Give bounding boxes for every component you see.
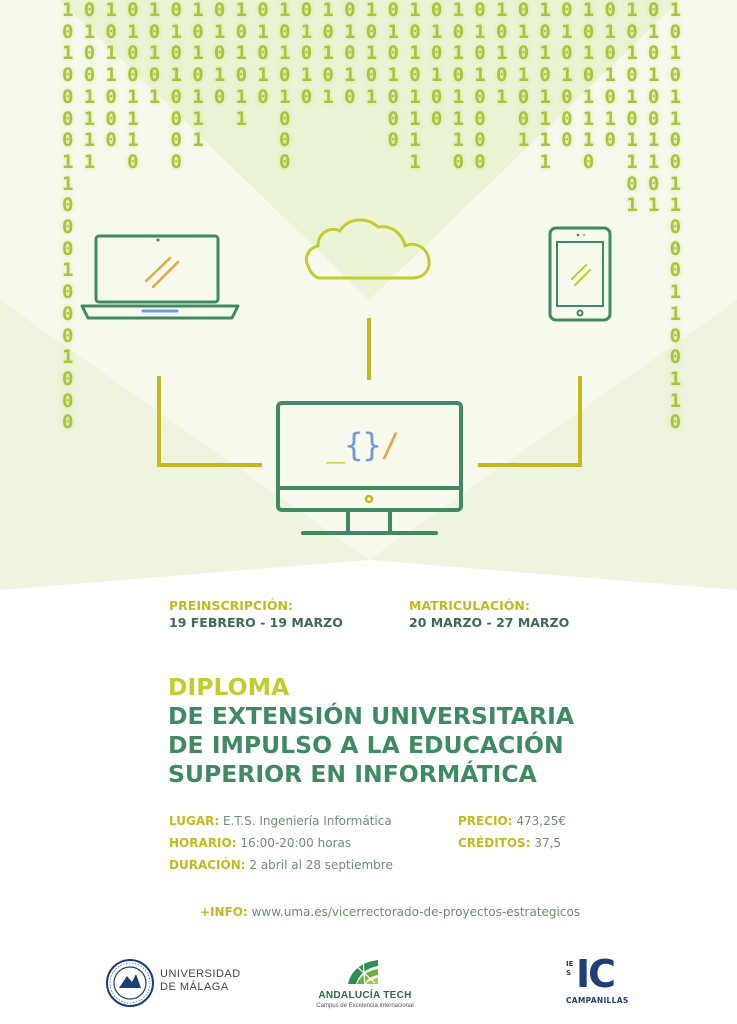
ies-letters: IC xyxy=(576,952,615,996)
preinscripcion-block xyxy=(169,597,343,631)
ies-name: CAMPANILLAS xyxy=(566,996,629,1005)
binary-column: 1 0 1 0 0 0 0 1 1 0 0 0 1 0 0 0 1 0 0 0 xyxy=(62,0,74,434)
binary-column: 1 0 1 0 1 1 0 0 1 1 0 0 0 1 1 0 0 1 1 0 xyxy=(669,0,682,434)
horario-value: 16:00-20:00 horas xyxy=(240,836,352,850)
precio-label: PRECIO: xyxy=(458,814,513,828)
binary-column: 1 0 1 0 1 0 1 1 0 1 xyxy=(626,0,638,217)
binary-column: 0 1 0 1 0 0 1 1 0 1 xyxy=(647,0,660,217)
matriculacion-label: MATRICULACIÓN: xyxy=(409,598,530,613)
binary-column: 0 1 0 1 0 0 0 0 xyxy=(170,0,182,173)
binary-column: 1 0 1 1 0 0 0 xyxy=(105,0,117,152)
binary-column: 1 0 1 0 1 xyxy=(496,0,508,108)
binary-column: 0 1 0 1 0 xyxy=(213,0,226,108)
details-right xyxy=(458,810,566,854)
binary-column: 0 1 0 1 0 1 0 xyxy=(604,0,616,152)
preinscripcion-label: PREINSCRIPCIÓN: xyxy=(169,598,293,613)
duracion-row xyxy=(169,854,393,876)
code-symbol: _{}/ xyxy=(326,426,400,464)
more-info-link[interactable]: www.uma.es/vicerrectorado-de-proyectos-estrategicos xyxy=(251,905,581,919)
title-line-4: SUPERIOR EN INFORMÁTICA xyxy=(168,760,537,788)
binary-column: 0 1 0 0 1 1 1 0 xyxy=(127,0,139,173)
creditos-value: 37,5 xyxy=(534,836,562,850)
preinscripcion-dates: 19 FEBRERO - 19 MARZO xyxy=(169,615,343,630)
uma-line-2: DE MÁLAGA xyxy=(160,981,229,993)
ies-prefix: IES xyxy=(566,960,574,977)
ies-campanillas-logo xyxy=(566,952,636,1008)
horario-row xyxy=(169,832,393,854)
andalucia-tech-logo-icon xyxy=(345,957,381,987)
matriculacion-block xyxy=(409,597,569,631)
duracion-label: DURACIÓN: xyxy=(169,858,246,872)
precio-value: 473,25€ xyxy=(516,814,566,828)
uma-seal-logo xyxy=(105,958,155,1008)
binary-column: 0 1 0 1 0 0 0 0 xyxy=(474,0,486,173)
binary-column: 1 0 1 0 1 1 1 1 xyxy=(409,0,421,173)
binary-column: 0 1 0 1 0 xyxy=(300,0,313,108)
horario-label: HORARIO: xyxy=(169,836,237,850)
more-info-label: +INFO: xyxy=(200,905,248,919)
binary-column: 1 0 1 0 1 1 1 1 xyxy=(539,0,551,173)
binary-column: 1 0 1 0 1 xyxy=(322,0,334,108)
details-left xyxy=(169,810,393,876)
binary-column: 0 1 0 0 1 1 1 1 xyxy=(83,0,96,173)
lugar-value: E.T.S. Ingeniería Informática xyxy=(222,814,392,828)
binary-column: 1 0 1 0 1 1 xyxy=(235,0,248,130)
matriculacion-dates: 20 MARZO - 27 MARZO xyxy=(409,615,570,630)
creditos-label: CRÉDITOS: xyxy=(458,836,531,850)
binary-column: 1 0 1 0 1 0 0 0 xyxy=(279,0,291,173)
precio-row xyxy=(458,810,566,832)
binary-column: 1 0 1 0 1 1 1 xyxy=(192,0,204,152)
binary-column: 0 1 0 1 0 xyxy=(344,0,356,108)
creditos-row xyxy=(458,832,566,854)
title-line-3: DE IMPULSO A LA EDUCACIÓN xyxy=(168,731,564,759)
uma-line-1: UNIVERSIDAD xyxy=(160,968,241,980)
title-line-1: DIPLOMA xyxy=(168,673,290,701)
binary-column: 1 0 1 0 1 xyxy=(365,0,378,108)
more-info xyxy=(200,905,580,919)
binary-column: 0 1 0 1 0 0 1 xyxy=(517,0,530,152)
binary-column: 0 1 0 1 0 0 0 xyxy=(387,0,399,152)
andalucia-tech-subtitle: Campus de Excelencia Internacional xyxy=(316,1003,414,1009)
andalucia-tech-name: ANDALUCÍA TECH xyxy=(318,990,412,1001)
binary-column: 1 0 1 0 1 1 1 0 xyxy=(582,0,595,173)
binary-column: 0 1 0 1 0 xyxy=(257,0,269,108)
lugar-row xyxy=(169,810,393,832)
binary-column: 1 0 1 0 1 xyxy=(148,0,161,108)
binary-column: 1 0 1 0 1 1 1 0 xyxy=(452,0,465,173)
uma-name xyxy=(160,968,241,994)
title-line-2: DE EXTENSIÓN UNIVERSITARIA xyxy=(168,702,575,730)
duracion-value: 2 abril al 28 septiembre xyxy=(249,858,393,872)
binary-column: 0 1 0 1 0 0 0 xyxy=(561,0,573,152)
binary-column: 0 1 0 1 0 0 xyxy=(430,0,443,130)
lugar-label: LUGAR: xyxy=(169,814,220,828)
page-title xyxy=(168,673,574,789)
